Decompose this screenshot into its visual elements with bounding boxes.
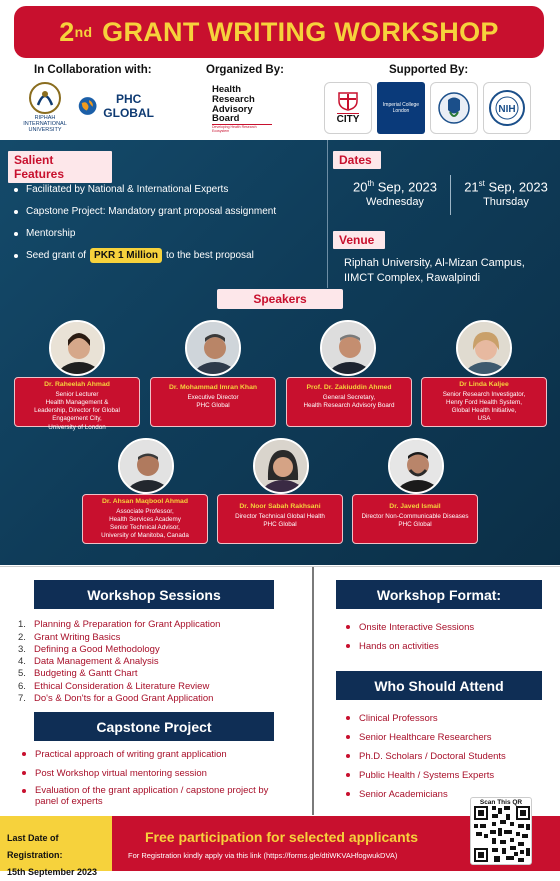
riphah-name: RIPHAH INTERNATIONAL UNIVERSITY [23,114,67,134]
speaker-card [14,377,140,431]
speaker-photo-avatar [253,438,309,494]
city-name: CITY [336,114,360,125]
hrab-line-2: Research [212,93,255,105]
speaker-name: Dr. Noor Sabah Rakhsani [239,503,321,510]
speaker-photo-avatar [49,320,105,376]
speaker-name: Dr. Raheelah Ahmad [44,381,110,388]
hrab-tagline: Developing Health Research Ecosystem [212,124,272,133]
speaker-name: Dr. Javed Ismail [389,503,441,510]
capstone-item [22,749,302,760]
deadline-box [0,816,112,878]
seed-amount-badge: PKR 1 Million [90,248,162,263]
speaker-card [352,494,478,544]
speaker-role: Health Management & [45,399,109,406]
govt-emblem-logo [430,82,478,134]
speaker-role: General Secretary, [322,393,376,401]
speaker-role: PHC Global [196,402,230,409]
session-text: Data Management & Analysis [34,656,159,667]
qr-code-icon [474,806,530,862]
session-item: 3. Defining a Good Methodology [18,644,160,655]
venue-address [344,256,525,287]
bullet-icon [346,644,350,648]
format-item [346,622,474,633]
bullet-icon [22,752,26,756]
session-text: Ethical Consideration & Literature Review [34,681,210,692]
feature-item [14,184,228,195]
session-text: Budgeting & Gantt Chart [34,668,138,679]
imperial-logo [377,82,425,134]
session-item: 1. Planning & Preparation for Grant Application [18,619,221,630]
page-title [14,6,544,58]
registration-text: For Registration kindly apply via this link [128,851,262,860]
speaker-role: Leadership, Director for Global [34,407,120,415]
format-heading: Workshop Format: [336,580,542,609]
session-item: 6. Ethical Consideration & Literature Review [18,681,210,692]
bullet-icon [346,773,350,777]
feature-item [14,206,276,217]
venue-label: Venue [333,231,385,249]
date-1-rest: Sep, 2023 [374,179,438,195]
partners-strip [0,60,560,138]
title-text: GRANT WRITING WORKSHOP [102,16,499,47]
column-divider [312,566,314,815]
session-text: Defining a Good Methodology [34,644,160,655]
bullet-icon [14,254,18,258]
bullet-icon [22,771,26,775]
seed-pre: Seed grant of [26,250,87,261]
collab-label: In Collaboration with: [34,64,152,76]
session-item: 4. Data Management & Analysis [18,656,159,667]
attend-item [346,789,448,800]
format-text: Onsite Interactive Sessions [359,622,475,633]
feature-text: Facilitated by National & International Experts [26,184,229,195]
speaker-role: Global Health Initiative, [451,407,517,415]
speaker-photo-avatar [456,320,512,376]
nih-seal-icon [488,89,526,127]
riphah-emblem-icon [28,81,62,115]
venue-line-2: IIMCT Complex, Rawalpindi [344,272,481,285]
speaker-card [217,494,343,544]
attend-text: Clinical Professors [359,713,438,724]
attend-item [346,732,492,743]
registration-link[interactable]: (https://forms.gle/dtiWKVAHfogwukDVA) [263,851,398,860]
speaker-card [286,377,412,427]
format-text: Hands on activities [359,641,439,652]
speaker-role: Director Technical Global Health [235,512,325,520]
speaker-photo-avatar [118,438,174,494]
phc-logo [78,86,158,126]
speaker-role: University of London [48,423,106,431]
hrab-line-1: Health [212,83,242,95]
speaker-role: Health Research Advisory Board [303,402,395,409]
speaker-role: Executive Director [187,393,239,401]
phc-name: PHC GLOBAL [103,92,154,120]
attend-text: Senior Healthcare Researchers [359,732,492,743]
dates-label: Dates [333,151,381,169]
salient-features-label: Salient Features [8,151,112,183]
date-2-sup: st [478,179,485,188]
hrab-line-4: Board [212,113,240,125]
speaker-role: USA [477,415,491,423]
attend-item [346,751,506,762]
bullet-icon [346,625,350,629]
attend-text: Ph.D. Scholars / Doctoral Students [359,751,506,762]
crest-icon [337,91,359,111]
speaker-role: Engagement City, [52,415,102,423]
speaker-role: Director Non-Communicable Diseases [361,512,469,520]
date-1-weekday: Wednesday [366,196,424,209]
attend-item [346,770,494,781]
attend-item [346,713,438,724]
capstone-heading: Capstone Project [34,712,274,741]
bullet-icon [14,210,18,214]
bullet-icon [346,754,350,758]
feature-text: Mentorship [26,228,76,239]
venue-line-1: Riphah University, Al-Mizan Campus, [344,257,525,269]
speaker-role: Associate Professor, [116,507,174,515]
registration-line [128,851,397,860]
speaker-photo-avatar [388,438,444,494]
feature-item-seed [14,248,254,263]
emblem-icon [436,90,472,126]
svg-text:NIH: NIH [498,104,516,115]
bullet-icon [346,735,350,739]
deadline-label: Last Date of Registration: [7,833,63,861]
speaker-name: Prof. Dr. Zakiuddin Ahmed [306,384,392,391]
date-2-weekday: Thursday [483,196,529,209]
capstone-text: Evaluation of the grant application / capstone project by panel of experts [35,785,269,807]
session-text: Grant Writing Basics [34,632,121,643]
session-item: 7. Do's & Don'ts for a Good Grant Application [18,693,214,704]
nih-logo [483,82,531,134]
session-item: 5. Budgeting & Gantt Chart [18,668,138,679]
city-logo [324,82,372,134]
date-2-day: 21 [464,179,479,195]
speaker-role: Senior Lecturer [55,390,99,398]
seed-post: to the best proposal [165,250,254,261]
session-text: Planning & Preparation for Grant Application [34,619,221,630]
speaker-role: Senior Technical Advisor, [110,524,180,532]
feature-text: Capstone Project: Mandatory grant proposal assignment [26,206,277,217]
session-item: 2. Grant Writing Basics [18,632,121,643]
qr-label: Scan This QR [479,799,523,806]
format-item [346,641,439,652]
free-participation-headline: Free participation for selected applicants [145,829,419,845]
riphah-logo [20,78,70,136]
speaker-photo-avatar [185,320,241,376]
date-2-rest: Sep, 2023 [484,179,548,195]
speaker-role: PHC Global [398,521,432,528]
speaker-name: Dr. Ahsan Maqbool Ahmad [102,498,188,505]
speaker-photo-avatar [320,320,376,376]
speakers-label: Speakers [217,289,343,309]
supported-label: Supported By: [389,64,469,76]
imperial-name: Imperial College London [382,102,420,114]
bullet-icon [346,716,350,720]
speaker-role: Henry Ford Health System, [446,399,522,406]
capstone-item [22,768,302,779]
globe-icon [78,93,97,119]
date-day-2 [458,179,554,208]
bullet-icon [14,188,18,192]
date-1-day: 20 [352,179,368,195]
bullet-icon [346,792,350,796]
speaker-name: Dr Linda Kaljee [459,381,509,388]
bullet-icon [14,232,18,236]
bullet-icon [22,789,26,793]
feature-item [14,228,75,239]
speaker-card [150,377,276,427]
deadline-date: 15th September 2023 [7,867,98,878]
attend-heading: Who Should Attend [336,671,542,700]
speaker-card [82,494,208,544]
title-number: 2 [59,16,75,47]
organized-label: Organized By: [206,64,284,76]
capstone-text: Practical approach of writing grant application [35,749,227,760]
sessions-heading: Workshop Sessions [34,580,274,609]
attend-text: Public Health / Systems Experts [359,770,495,781]
capstone-item [22,786,292,808]
speaker-card [421,377,547,427]
hrab-logo [212,84,274,134]
speaker-role: Health Services Academy [109,516,181,523]
date-1-sup: th [367,179,375,188]
speaker-role: University of Manitoba, Canada [101,532,189,540]
date-day-1 [345,179,445,208]
capstone-text: Post Workshop virtual mentoring session [35,768,207,779]
speaker-role: PHC Global [263,521,297,528]
speaker-role: Senior Research Investigator, [442,390,526,398]
title-sup: nd [74,24,93,40]
hrab-line-3: Advisory [212,103,253,115]
qr-code[interactable] [470,797,532,865]
speaker-name: Dr. Mohammad Imran Khan [169,384,257,391]
attend-text: Senior Academicians [359,789,448,800]
session-text: Do's & Don'ts for a Good Grant Application [34,693,214,704]
